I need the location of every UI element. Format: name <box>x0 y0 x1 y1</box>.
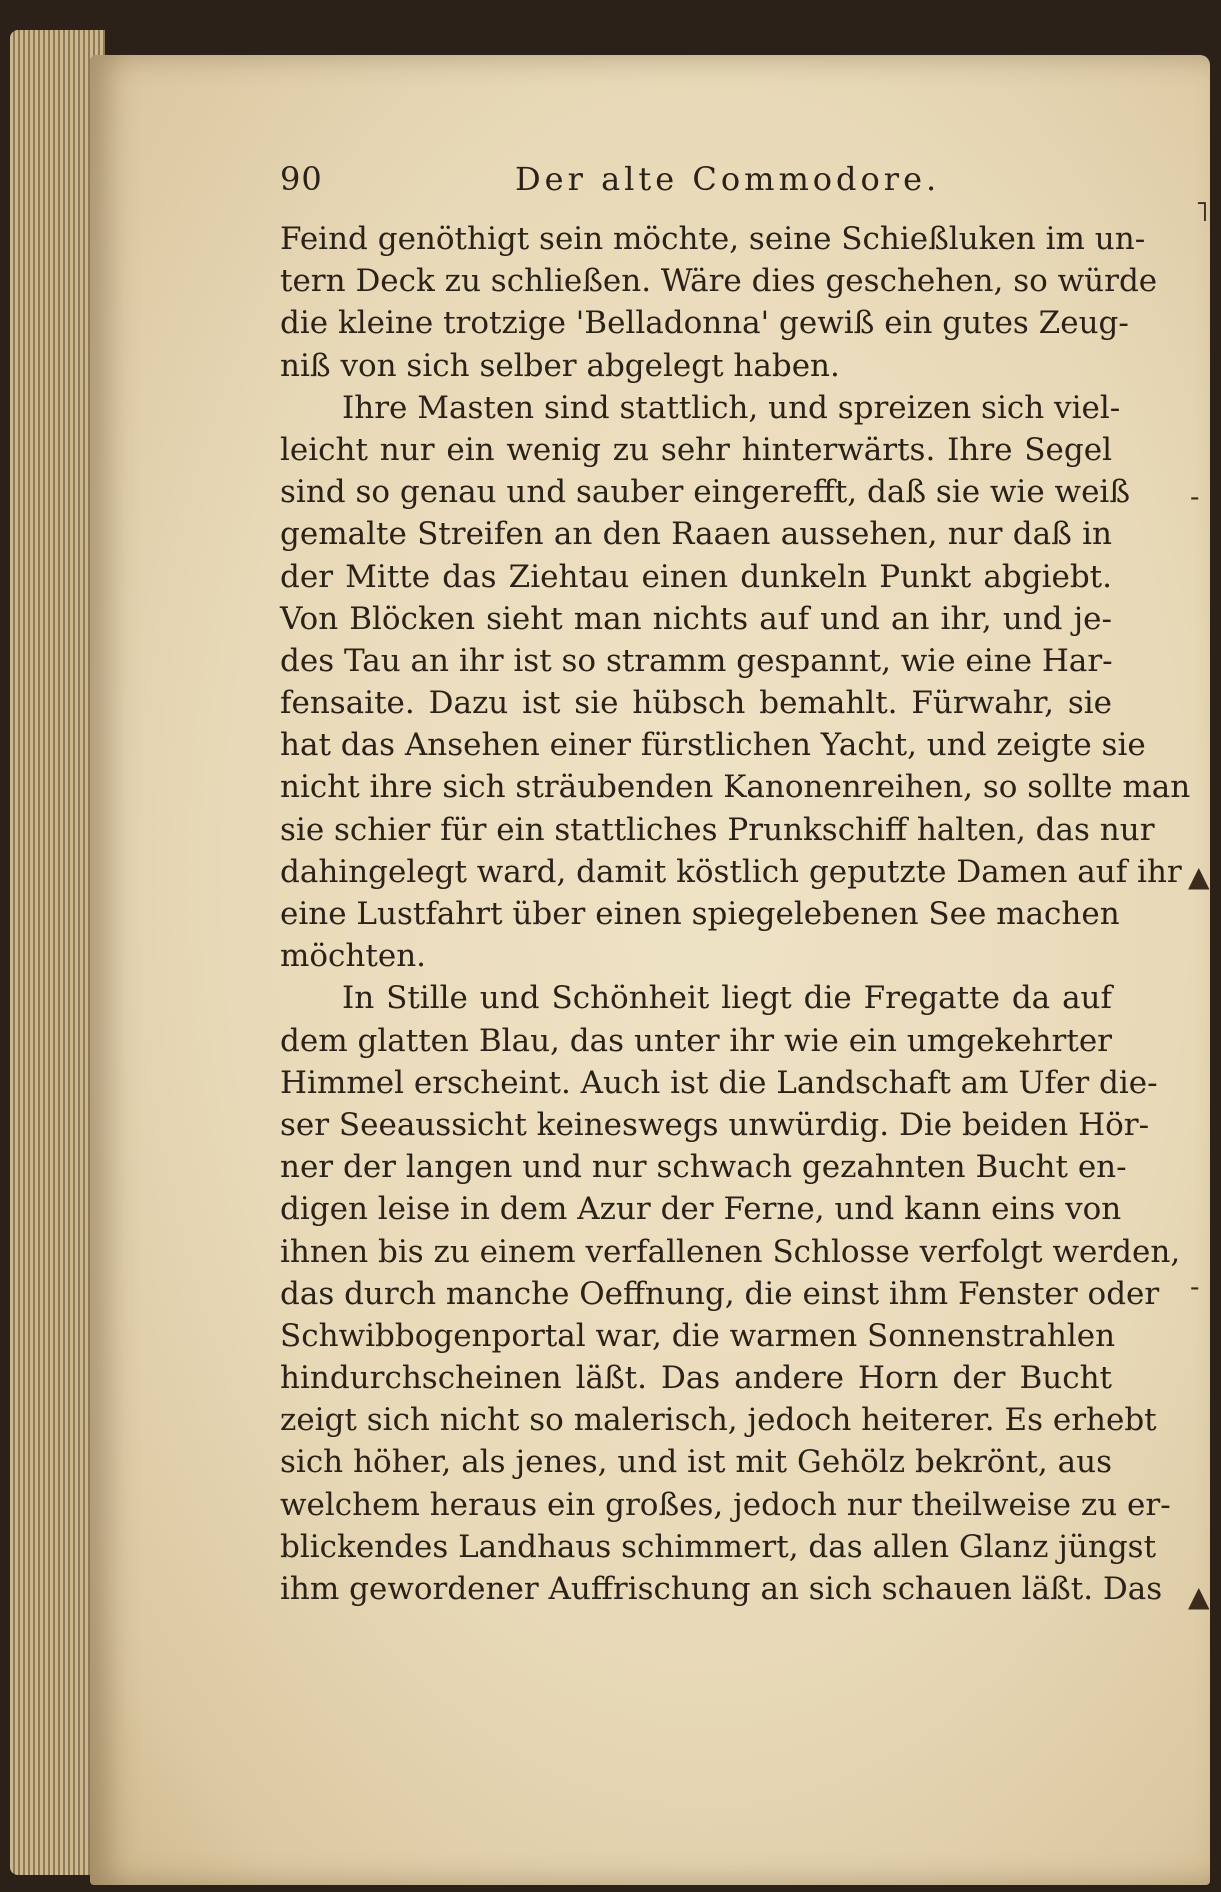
text-line: niß von sich selber abgelegt haben. <box>280 347 840 384</box>
text-line: hat das Ansehen einer fürstlichen Yacht, und zeigte sie <box>280 727 1146 764</box>
text-line: eine Lustfahrt über einen spiegelebenen See machen <box>280 896 1120 932</box>
margin-mark: ˥ <box>1195 195 1209 228</box>
text-line: In Stille und Schönheit liegt die Fregatte da auf <box>342 980 1112 1017</box>
text-line: die kleine trotzige 'Belladonna' gewiß ein gutes Zeug- <box>280 305 1129 342</box>
text-line: hindurchscheinen läßt. Das andere Horn der Bucht <box>280 1360 1112 1397</box>
text-line: ner der langen und nur schwach gezahnten Bucht en- <box>280 1149 1127 1186</box>
margin-mark: ▲ <box>1188 860 1210 893</box>
margin-mark: ▲ <box>1188 1580 1210 1613</box>
text-line: leicht nur ein wenig zu sehr hinterwärts. Ihre Segel <box>280 431 1112 468</box>
margin-mark: - <box>1190 1270 1200 1303</box>
text-line: der Mitte das Ziehtau einen dunkeln Punkt abgiebt. <box>280 558 1112 595</box>
text-line: ser Seeaussicht keineswegs unwürdig. Die beiden Hör- <box>280 1106 1150 1143</box>
text-line: Himmel erscheint. Auch ist die Landschaft am Ufer die- <box>280 1064 1158 1101</box>
text-line: tern Deck zu schließen. Wäre dies geschehen, so würde <box>280 263 1158 300</box>
text-line: sie schier für ein stattliches Prunkschiff halten, das nur <box>280 811 1155 848</box>
text-line: fensaite. Dazu ist sie hübsch bemahlt. Fürwahr, sie <box>280 685 1112 722</box>
body-text <box>280 218 1191 1610</box>
text-line: blickendes Landhaus schimmert, das allen Glanz jüngst <box>280 1528 1157 1565</box>
text-line: sich höher, als jenes, und ist mit Gehölz bekrönt, aus <box>280 1444 1112 1481</box>
text-line: sind so genau und sauber eingerefft, daß sie wie weiß <box>280 474 1131 511</box>
running-title: Der alte Commodore. <box>515 160 941 198</box>
text-line: gemalte Streifen an den Raaen aussehen, nur daß in <box>280 516 1112 553</box>
text-line: digen leise in dem Azur der Ferne, und kann eins von <box>280 1191 1122 1228</box>
page-header <box>280 160 1112 206</box>
page-number: 90 <box>280 160 323 198</box>
text-line: zeigt sich nicht so malerisch, jedoch heiterer. Es erhebt <box>280 1402 1157 1439</box>
text-line: ihnen bis zu einem verfallenen Schlosse verfolgt werden, <box>280 1233 1181 1270</box>
text-line: das durch manche Oeffnung, die einst ihm Fenster oder <box>280 1275 1160 1312</box>
text-line: Schwibbogenportal war, die warmen Sonnenstrahlen <box>280 1317 1116 1354</box>
text-line: ihm gewordener Auffrischung an sich schauen läßt. Das <box>280 1571 1163 1607</box>
margin-mark: - <box>1190 480 1200 513</box>
text-line: Ihre Masten sind stattlich, und spreizen sich viel- <box>342 389 1121 426</box>
text-line: möchten. <box>280 938 427 975</box>
text-line: dahingelegt ward, damit köstlich geputzte Damen auf ihr <box>280 853 1182 890</box>
text-line: dem glatten Blau, das unter ihr wie ein umgekehrter <box>280 1022 1112 1059</box>
text-line: Feind genöthigt sein möchte, seine Schießluken im un- <box>280 221 1146 257</box>
text-line: nicht ihre sich sträubenden Kanonenreihen, so sollte man <box>280 769 1191 806</box>
text-line: welchem heraus ein großes, jedoch nur theilweise zu er- <box>280 1486 1171 1523</box>
text-line: des Tau an ihr ist so stramm gespannt, wie eine Har- <box>280 642 1113 679</box>
text-line: Von Blöcken sieht man nichts auf und an ihr, und je- <box>280 600 1112 637</box>
